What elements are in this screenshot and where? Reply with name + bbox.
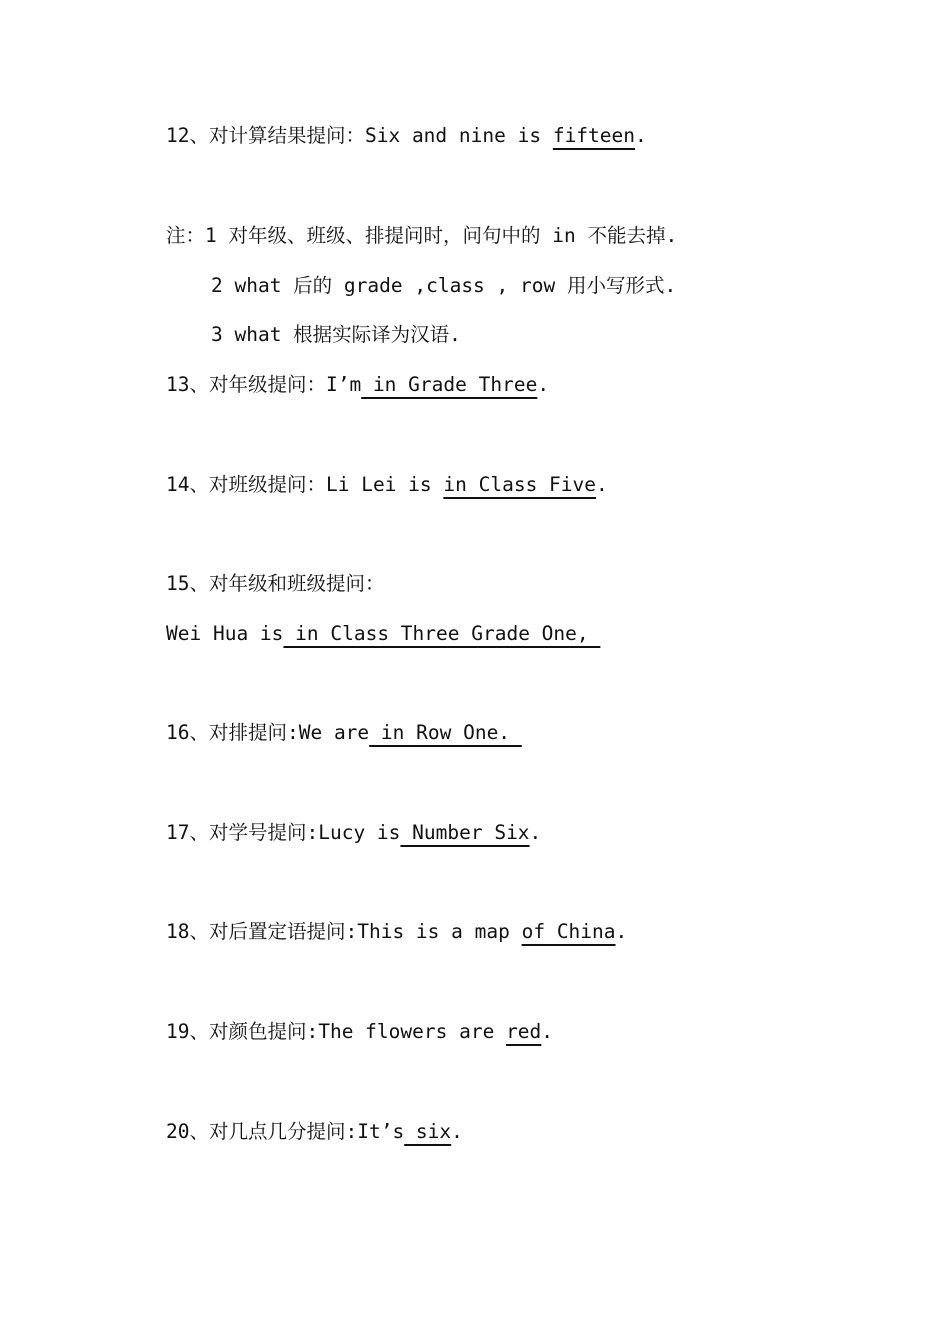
- note-line-1: 注：1 对年级、班级、排提问时，问句中的 in 不能去掉.: [166, 224, 678, 247]
- question-15: [166, 620, 600, 648]
- question-13-end: .: [537, 373, 550, 396]
- question-18: [166, 918, 627, 946]
- question-13-underlined-answer: in Grade Three: [361, 373, 538, 396]
- question-15-underlined-answer: in Class Three Grade One,: [283, 622, 601, 645]
- question-14-underlined-answer: in Class Five: [443, 473, 597, 496]
- question-20-end: .: [451, 1120, 463, 1143]
- question-13-prompt: 13、对年级提问：I’m: [166, 373, 362, 396]
- question-16: [166, 719, 522, 747]
- question-18-end: .: [615, 920, 628, 943]
- question-19-underlined-answer: red: [506, 1020, 542, 1043]
- question-17-end: .: [529, 821, 542, 844]
- note-line-3: 3 what 根据实际译为汉语.: [211, 323, 461, 346]
- question-19-end: .: [541, 1020, 554, 1043]
- question-18-prompt: 18、对后置定语提问:This is a map: [166, 920, 522, 943]
- question-12-underlined-answer: fifteen: [552, 124, 636, 147]
- question-17: [166, 819, 541, 847]
- question-16-underlined-answer: in Row One.: [369, 721, 522, 744]
- question-16-prompt: 16、对排提问:We are: [166, 721, 370, 744]
- question-20-prompt: 20、对几点几分提问:It’s: [166, 1120, 405, 1143]
- question-18-underlined-answer: of China: [521, 920, 616, 943]
- question-19: [166, 1018, 553, 1046]
- question-15-prompt: Wei Hua is: [166, 622, 284, 645]
- question-13: [166, 371, 549, 399]
- question-20-underlined-answer: six: [404, 1120, 452, 1143]
- question-12: [166, 122, 647, 150]
- question-20: [166, 1118, 463, 1146]
- question-14-end: .: [596, 473, 608, 496]
- question-14: [166, 471, 608, 499]
- question-15-label: 15、对年级和班级提问：: [166, 572, 385, 595]
- question-17-underlined-answer: Number Six: [400, 821, 530, 844]
- question-19-prompt: 19、对颜色提问:The flowers are: [166, 1020, 507, 1043]
- note-line-2: 2 what 后的 grade ,class , row 用小写形式.: [211, 274, 677, 297]
- question-14-prompt: 14、对班级提问：Li Lei is: [166, 473, 444, 496]
- question-17-prompt: 17、对学号提问:Lucy is: [166, 821, 401, 844]
- question-12-end: .: [635, 124, 647, 147]
- question-12-prompt: 12、对计算结果提问：Six and nine is: [166, 124, 553, 147]
